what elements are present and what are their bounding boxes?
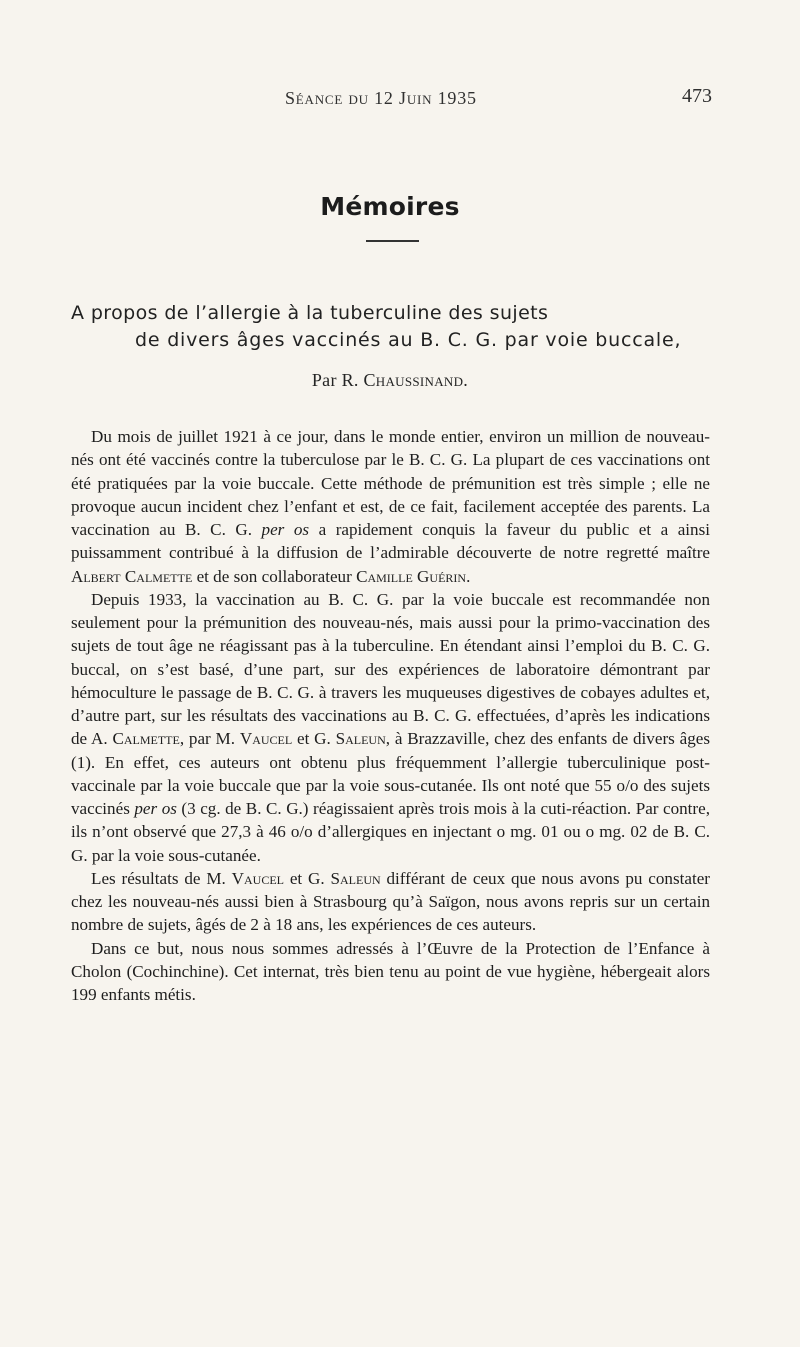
article-body: [71, 425, 710, 1006]
section-title: Mémoires: [320, 192, 460, 221]
text-run: Depuis 1933, la vaccination au B. C. G. par la voie buccale est recommandée non seulement pour la prémunition des nouveau-nés, mais aussi pour la primo-vaccination des sujets de tout âge ne réagissant pas à la tuberculine. En étendant ainsi l’emploi du B. C. G. buccal, on s’est basé, d’une part, sur des expériences de laboratoire démontrant par hémoculture le passage de B. C. G. à travers les muqueuses digestives de cobayes adultes et, d’autre part, sur les résultats des vaccinations au B. C. G. effectuées, d’après les indications de A.: [71, 589, 710, 749]
small-caps-name: Vaucel: [239, 729, 293, 749]
text-run: et G.: [283, 868, 331, 888]
small-caps-name: Saleun: [330, 868, 381, 888]
running-head: [285, 88, 477, 109]
body-paragraph: [71, 867, 710, 937]
small-caps-name: Saleun: [335, 729, 386, 749]
text-run: .: [466, 566, 471, 586]
small-caps-name: Albert Calmette: [71, 566, 193, 586]
body-paragraph: [71, 425, 710, 588]
text-run: , par M.: [179, 729, 240, 749]
small-caps-name: Calmette: [112, 729, 180, 749]
small-caps-name: Camille Guérin: [356, 566, 467, 586]
article-title: [71, 300, 721, 354]
page-number: 473: [682, 85, 712, 107]
text-run: et de son collaborateur: [192, 566, 357, 586]
text-run: (3 cg. de B. C. G.) réagissaient après trois mois à la cuti-réaction. Par contre, ils n’ont observé que 27,3 à 46 o/o d’allergiques en injectant o mg. 01 ou o mg. 02 de B. C. G. par la voie sous-cutanée.: [71, 799, 710, 865]
body-paragraph: [71, 937, 710, 1007]
text-run: et G.: [292, 729, 336, 749]
article-title-line-2: de divers âges vaccinés au B. C. G. par voie buccale,: [135, 329, 682, 351]
section-divider: [366, 240, 419, 242]
small-caps-name: Vaucel: [231, 868, 284, 888]
text-run: , à Brazzaville, chez des enfants de divers âges (1). En effet, ces auteurs ont obtenu plus fréquemment l’allergie tuberculinique post-vaccinale par la voie buccale que par la voie sous-cutanée. Ils ont noté que 55 o/o des sujets vaccinés: [71, 729, 710, 818]
text-run: Les résultats de M.: [91, 868, 232, 888]
byline: [0, 370, 780, 391]
byline-prefix: Par R.: [311, 370, 359, 390]
text-run: Dans ce but, nous nous sommes adressés à l’Œuvre de la Protection de l’Enfance à Cholon (Cochinchine). Cet internat, très bien tenu au point de vue hygiène, hébergeait alors 199 enfants métis.: [71, 938, 710, 1004]
text-run: Du mois de juillet 1921 à ce jour, dans le monde entier, environ un million de nouveau-nés ont été vaccinés contre la tuberculose par le B. C. G. La plupart de ces vaccinations ont été pratiquées par la voie buccale. Cette méthode de prémunition est très simple ; elle ne provoque aucun incident chez l’enfant et est, de ce fait, facilement acceptée des parents. La vaccination au B. C. G.: [71, 427, 710, 539]
byline-author: Chaussinand.: [363, 370, 469, 390]
text-run: différant de ceux que nous avons pu constater chez les nouveau-nés aussi bien à Strasbourg qu’à Saïgon, nous avons repris sur un certain nombre de sujets, âgés de 2 à 18 ans, les expériences de ces auteurs.: [71, 868, 710, 935]
body-paragraph: [71, 588, 710, 867]
running-head-text: Séance du 12 Juin 1935: [285, 88, 477, 108]
italic-text: per os: [134, 799, 177, 818]
article-title-line-1: A propos de l’allergie à la tuberculine des sujets: [71, 302, 549, 324]
text-run: a rapidement conquis la faveur du public et a ainsi puissamment contribué à la diffusion de l’admirable découverte de notre regretté maître: [71, 520, 710, 563]
italic-text: per os: [261, 520, 310, 539]
